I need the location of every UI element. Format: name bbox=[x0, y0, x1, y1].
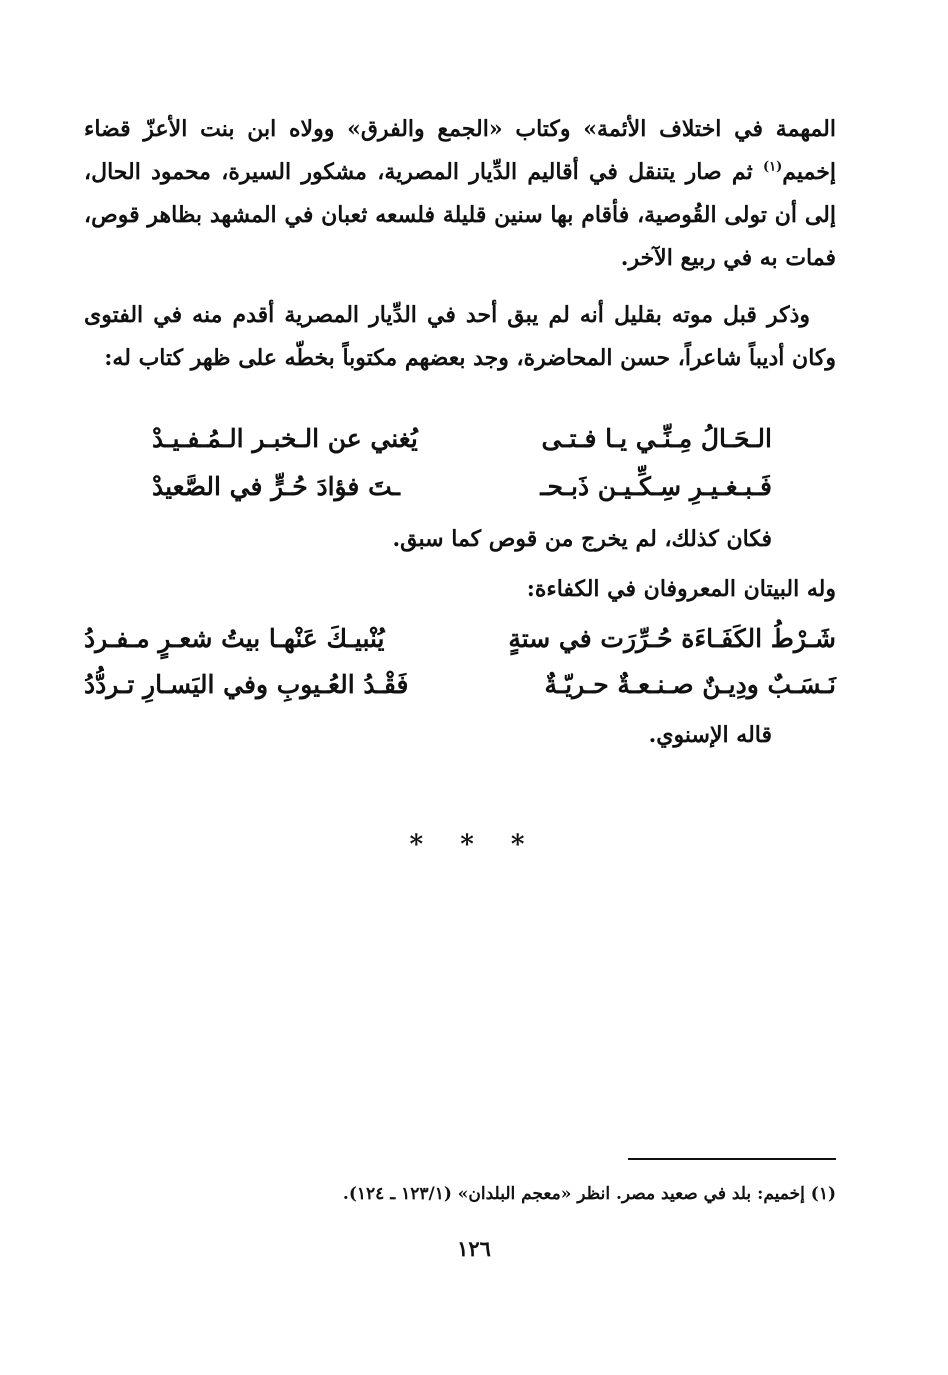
poem1-verse-2 bbox=[0, 472, 948, 516]
poem-2-intro: وله البيتان المعروفان في الكفاءة: bbox=[526, 576, 836, 602]
paragraph-1 bbox=[84, 108, 836, 280]
poem1-verse-2-second-hemistich: ـتَ فؤادَ حُـرٍّ في الصَّعيدْ bbox=[152, 472, 400, 501]
poem2-verse-1-second-hemistich: يُنْبيـكَ عَنْهـا بيتُ شعـرٍ مـفـردُ bbox=[84, 624, 385, 653]
paragraph-1-rest: ثم صار يتنقل في أقاليم الدِّيار المصرية، مشكور السيرة، محمود الحال، إلى أن تولى القُوصية، فأقام بها سنين قليلة فلسعه ثعبان في المشهد بظاهر قوص، فمات به في ربيع الآخر. bbox=[84, 159, 836, 271]
poem1-verse-1-first-hemistich: الـحَـالُ مِـنِّـي يـا فـتـى bbox=[541, 424, 772, 453]
after-poem-1: فكان كذلك، لم يخرج من قوص كما سبق. bbox=[392, 526, 772, 552]
poem1-verse-1 bbox=[0, 424, 948, 468]
attribution: قاله الإسنوي. bbox=[648, 722, 772, 748]
poem2-verse-1-first-hemistich: شَـرْطُ الكَفَـاءَة حُـرِّرَت في ستةٍ bbox=[508, 624, 836, 653]
footnote-1: (١) إخميم: بلد في صعيد مصر. انظر «معجم البلدان» (١٢٣/١ ـ ١٢٤). bbox=[342, 1184, 836, 1204]
poem2-verse-1 bbox=[0, 624, 948, 668]
main-text bbox=[84, 108, 836, 394]
section-separator: * * * bbox=[409, 830, 539, 860]
poem2-verse-2-first-hemistich: نَـسَـبٌ ودِيـنٌ صـنـعـةٌ حـريّـةٌ bbox=[544, 670, 836, 699]
paragraph-2: وذكر قبل موته بقليل أنه لم يبق أحد في الدِّيار المصرية أقدم منه في الفتوى وكان أديباً شاعراً، حسن المحاضرة، وجد بعضهم مكتوباً بخطّه على ظهر كتاب له: bbox=[84, 302, 836, 371]
paragraph-1-start: المهمة في اختلاف الأئمة» وكتاب «الجمع والفرق» وولاه ابن بنت الأعزّ قضاء إخميم bbox=[84, 116, 836, 185]
footnote-divider bbox=[628, 1158, 836, 1160]
poem1-verse-2-first-hemistich: فَـبـغـيـرِ سِـكِّـيـن ذَبـحـ bbox=[540, 472, 772, 501]
poem2-verse-2 bbox=[0, 670, 948, 714]
poem1-verse-1-second-hemistich: يُغني عن الـخبـر الـمُـفـيـدْ bbox=[152, 424, 418, 453]
page-number: ١٢٦ bbox=[457, 1236, 491, 1261]
footnote-marker[interactable]: (١) bbox=[762, 159, 783, 175]
poem2-verse-2-second-hemistich: فَقْـدُ العُـيوبِ وفي اليَسـارِ تـردُّدُ bbox=[84, 670, 409, 699]
